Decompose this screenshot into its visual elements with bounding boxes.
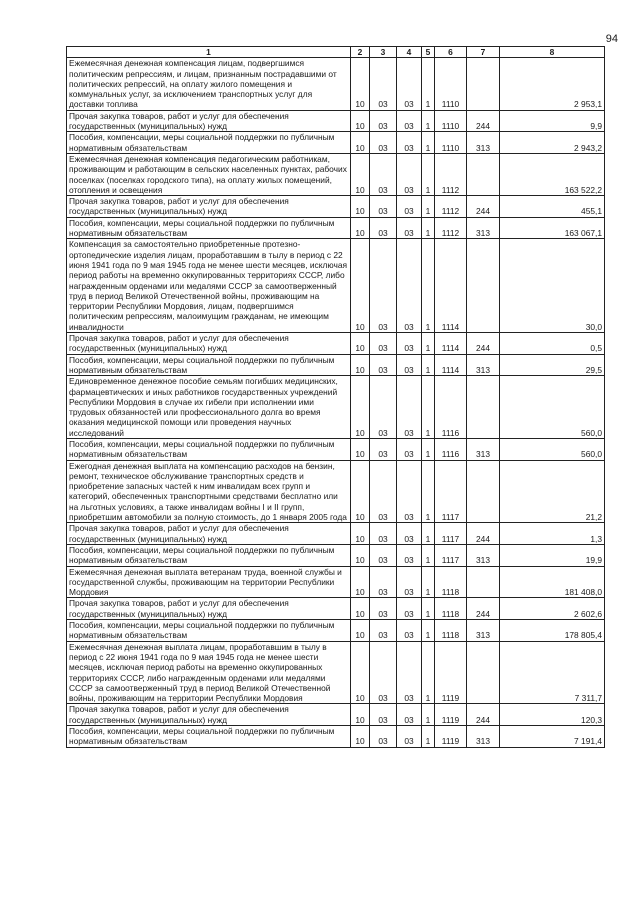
program-code: 03 bbox=[397, 132, 422, 154]
program-code: 03 bbox=[397, 354, 422, 376]
section-code: 10 bbox=[351, 566, 370, 598]
column-header: 7 bbox=[467, 47, 500, 58]
section-code: 10 bbox=[351, 641, 370, 704]
row-description: Единовременное денежное пособие семьям погибших медицинских, фармацевтических и иных работников государственных учреждений Республики Мордовия в случае их гибели при исполнении ими трудовых обязанностей или профессионального долга во время оказания медицинской помощи или проведения научных исследований bbox=[67, 376, 351, 439]
section-code: 10 bbox=[351, 544, 370, 566]
direction-code: 1112 bbox=[435, 153, 467, 195]
direction-code: 1114 bbox=[435, 354, 467, 376]
column-header: 8 bbox=[500, 47, 605, 58]
direction-code: 1118 bbox=[435, 566, 467, 598]
program-code: 03 bbox=[397, 58, 422, 110]
subsection-code: 03 bbox=[370, 376, 397, 439]
column-header: 1 bbox=[67, 47, 351, 58]
table-row bbox=[67, 726, 605, 748]
program-code: 03 bbox=[397, 620, 422, 642]
subprogram-code: 1 bbox=[422, 460, 435, 523]
expense-type-code: 244 bbox=[467, 110, 500, 132]
section-code: 10 bbox=[351, 523, 370, 545]
direction-code: 1116 bbox=[435, 438, 467, 460]
direction-code: 1110 bbox=[435, 110, 467, 132]
section-code: 10 bbox=[351, 598, 370, 620]
direction-code: 1117 bbox=[435, 523, 467, 545]
subprogram-code: 1 bbox=[422, 598, 435, 620]
program-code: 03 bbox=[397, 460, 422, 523]
amount: 560,0 bbox=[500, 438, 605, 460]
subsection-code: 03 bbox=[370, 620, 397, 642]
row-description: Пособия, компенсации, меры социальной поддержки по публичным нормативным обязательствам bbox=[67, 620, 351, 642]
table-row bbox=[67, 641, 605, 704]
amount: 560,0 bbox=[500, 376, 605, 439]
row-description: Пособия, компенсации, меры социальной поддержки по публичным нормативным обязательствам bbox=[67, 544, 351, 566]
row-description: Прочая закупка товаров, работ и услуг для обеспечения государственных (муниципальных) нужд bbox=[67, 523, 351, 545]
amount: 163 067,1 bbox=[500, 217, 605, 239]
subsection-code: 03 bbox=[370, 153, 397, 195]
subprogram-code: 1 bbox=[422, 704, 435, 726]
table-row bbox=[67, 566, 605, 598]
program-code: 03 bbox=[397, 110, 422, 132]
section-code: 10 bbox=[351, 620, 370, 642]
program-code: 03 bbox=[397, 544, 422, 566]
section-code: 10 bbox=[351, 376, 370, 439]
amount: 178 805,4 bbox=[500, 620, 605, 642]
expense-type-code: 313 bbox=[467, 438, 500, 460]
column-header: 6 bbox=[435, 47, 467, 58]
program-code: 03 bbox=[397, 376, 422, 439]
subprogram-code: 1 bbox=[422, 726, 435, 748]
direction-code: 1112 bbox=[435, 196, 467, 218]
expense-type-code: 244 bbox=[467, 196, 500, 218]
program-code: 03 bbox=[397, 153, 422, 195]
section-code: 10 bbox=[351, 333, 370, 355]
table-row bbox=[67, 196, 605, 218]
expense-type-code bbox=[467, 566, 500, 598]
direction-code: 1114 bbox=[435, 239, 467, 333]
program-code: 03 bbox=[397, 333, 422, 355]
direction-code: 1119 bbox=[435, 641, 467, 704]
expense-type-code: 313 bbox=[467, 354, 500, 376]
amount: 29,5 bbox=[500, 354, 605, 376]
subprogram-code: 1 bbox=[422, 333, 435, 355]
expense-type-code bbox=[467, 58, 500, 110]
subsection-code: 03 bbox=[370, 641, 397, 704]
subprogram-code: 1 bbox=[422, 217, 435, 239]
table-row bbox=[67, 620, 605, 642]
expense-type-code: 313 bbox=[467, 726, 500, 748]
subprogram-code: 1 bbox=[422, 620, 435, 642]
amount: 2 602,6 bbox=[500, 598, 605, 620]
subprogram-code: 1 bbox=[422, 354, 435, 376]
direction-code: 1114 bbox=[435, 333, 467, 355]
expense-type-code: 313 bbox=[467, 544, 500, 566]
section-code: 10 bbox=[351, 58, 370, 110]
subprogram-code: 1 bbox=[422, 544, 435, 566]
subprogram-code: 1 bbox=[422, 523, 435, 545]
program-code: 03 bbox=[397, 438, 422, 460]
section-code: 10 bbox=[351, 438, 370, 460]
table-row bbox=[67, 376, 605, 439]
table-row bbox=[67, 239, 605, 333]
subsection-code: 03 bbox=[370, 438, 397, 460]
subsection-code: 03 bbox=[370, 523, 397, 545]
expense-type-code: 313 bbox=[467, 217, 500, 239]
budget-table bbox=[66, 46, 605, 748]
row-description: Прочая закупка товаров, работ и услуг для обеспечения государственных (муниципальных) нужд bbox=[67, 110, 351, 132]
amount: 1,3 bbox=[500, 523, 605, 545]
section-code: 10 bbox=[351, 704, 370, 726]
subsection-code: 03 bbox=[370, 544, 397, 566]
program-code: 03 bbox=[397, 239, 422, 333]
table-row bbox=[67, 217, 605, 239]
expense-type-code bbox=[467, 460, 500, 523]
subsection-code: 03 bbox=[370, 598, 397, 620]
direction-code: 1117 bbox=[435, 544, 467, 566]
column-header: 5 bbox=[422, 47, 435, 58]
direction-code: 1119 bbox=[435, 704, 467, 726]
expense-type-code: 244 bbox=[467, 704, 500, 726]
amount: 9,9 bbox=[500, 110, 605, 132]
subsection-code: 03 bbox=[370, 354, 397, 376]
amount: 2 953,1 bbox=[500, 58, 605, 110]
subsection-code: 03 bbox=[370, 110, 397, 132]
subsection-code: 03 bbox=[370, 58, 397, 110]
table-row bbox=[67, 58, 605, 110]
table-row bbox=[67, 544, 605, 566]
row-description: Компенсация за самостоятельно приобретенные протезно-ортопедические изделия лицам, проработавшим в тылу в период с 22 июня 1941 года по 9 мая 1945 года не менее шести месяцев, исключая период работы на временно оккупированных территориях СССР, либо награжденным орденами или медалями СССР за самоотверженный труд в период Великой Отечественной войны, проживающим на территории Республики Мордовия, лицам, подвергшимся политическим репрессиям, малоимущим гражданам, не имеющим инвалидности bbox=[67, 239, 351, 333]
subprogram-code: 1 bbox=[422, 153, 435, 195]
table-row bbox=[67, 354, 605, 376]
subprogram-code: 1 bbox=[422, 239, 435, 333]
direction-code: 1112 bbox=[435, 217, 467, 239]
section-code: 10 bbox=[351, 726, 370, 748]
row-description: Пособия, компенсации, меры социальной поддержки по публичным нормативным обязательствам bbox=[67, 726, 351, 748]
expense-type-code: 244 bbox=[467, 523, 500, 545]
direction-code: 1110 bbox=[435, 132, 467, 154]
subsection-code: 03 bbox=[370, 566, 397, 598]
direction-code: 1118 bbox=[435, 620, 467, 642]
amount: 7 191,4 bbox=[500, 726, 605, 748]
direction-code: 1116 bbox=[435, 376, 467, 439]
table-row bbox=[67, 704, 605, 726]
program-code: 03 bbox=[397, 196, 422, 218]
subprogram-code: 1 bbox=[422, 196, 435, 218]
row-description: Прочая закупка товаров, работ и услуг для обеспечения государственных (муниципальных) нужд bbox=[67, 196, 351, 218]
section-code: 10 bbox=[351, 217, 370, 239]
amount: 2 943,2 bbox=[500, 132, 605, 154]
table-row bbox=[67, 110, 605, 132]
subprogram-code: 1 bbox=[422, 58, 435, 110]
section-code: 10 bbox=[351, 196, 370, 218]
amount: 30,0 bbox=[500, 239, 605, 333]
direction-code: 1110 bbox=[435, 58, 467, 110]
section-code: 10 bbox=[351, 460, 370, 523]
subprogram-code: 1 bbox=[422, 110, 435, 132]
program-code: 03 bbox=[397, 566, 422, 598]
expense-type-code: 244 bbox=[467, 333, 500, 355]
row-description: Прочая закупка товаров, работ и услуг для обеспечения государственных (муниципальных) нужд bbox=[67, 704, 351, 726]
subsection-code: 03 bbox=[370, 239, 397, 333]
row-description: Пособия, компенсации, меры социальной поддержки по публичным нормативным обязательствам bbox=[67, 217, 351, 239]
program-code: 03 bbox=[397, 523, 422, 545]
row-description: Ежемесячная денежная выплата лицам, проработавшим в тылу в период с 22 июня 1941 года по 9 мая 1945 года не менее шести месяцев, исключая период работы на временно оккупированных территориях СССР, либо награжденным орденами или медалями СССР за самоотверженный труд в период Великой Отечественной войны, проживающим на территории Республики Мордовия bbox=[67, 641, 351, 704]
subsection-code: 03 bbox=[370, 333, 397, 355]
program-code: 03 bbox=[397, 217, 422, 239]
expense-type-code: 313 bbox=[467, 132, 500, 154]
column-header: 2 bbox=[351, 47, 370, 58]
row-description: Пособия, компенсации, меры социальной поддержки по публичным нормативным обязательствам bbox=[67, 354, 351, 376]
section-code: 10 bbox=[351, 239, 370, 333]
page-number: 94 bbox=[605, 33, 618, 45]
row-description: Ежегодная денежная выплата на компенсацию расходов на бензин, ремонт, техническое обслуживание транспортных средств и приобретение запасных частей к ним инвалидам всех групп и категорий, обеспеченных транспортными средствами бесплатно или на льготных условиях, а также инвалидам войны I и II групп, приобретшим автомобили за полную стоимость, до 1 января 2005 года bbox=[67, 460, 351, 523]
table-row bbox=[67, 460, 605, 523]
direction-code: 1119 bbox=[435, 726, 467, 748]
program-code: 03 bbox=[397, 704, 422, 726]
table-row bbox=[67, 438, 605, 460]
program-code: 03 bbox=[397, 598, 422, 620]
table-row bbox=[67, 132, 605, 154]
section-code: 10 bbox=[351, 354, 370, 376]
table-row bbox=[67, 153, 605, 195]
table-row bbox=[67, 333, 605, 355]
subsection-code: 03 bbox=[370, 196, 397, 218]
row-description: Ежемесячная денежная компенсация педагогическим работникам, проживающим и работающим в сельских населенных пунктах, рабочих поселках (поселках городского типа), на оплату жилых помещений, отопления и освещения bbox=[67, 153, 351, 195]
subsection-code: 03 bbox=[370, 132, 397, 154]
row-description: Ежемесячная денежная выплата ветеранам труда, военной службы и государственной службы, проживающим на территории Республики Мордовия bbox=[67, 566, 351, 598]
expense-type-code: 244 bbox=[467, 598, 500, 620]
subprogram-code: 1 bbox=[422, 438, 435, 460]
subprogram-code: 1 bbox=[422, 376, 435, 439]
expense-type-code bbox=[467, 153, 500, 195]
expense-type-code: 313 bbox=[467, 620, 500, 642]
expense-type-code bbox=[467, 376, 500, 439]
amount: 0,5 bbox=[500, 333, 605, 355]
direction-code: 1117 bbox=[435, 460, 467, 523]
section-code: 10 bbox=[351, 153, 370, 195]
amount: 455,1 bbox=[500, 196, 605, 218]
section-code: 10 bbox=[351, 110, 370, 132]
program-code: 03 bbox=[397, 641, 422, 704]
section-code: 10 bbox=[351, 132, 370, 154]
subsection-code: 03 bbox=[370, 726, 397, 748]
direction-code: 1118 bbox=[435, 598, 467, 620]
row-description: Прочая закупка товаров, работ и услуг для обеспечения государственных (муниципальных) нужд bbox=[67, 333, 351, 355]
subsection-code: 03 bbox=[370, 704, 397, 726]
table-row bbox=[67, 523, 605, 545]
amount: 21,2 bbox=[500, 460, 605, 523]
subprogram-code: 1 bbox=[422, 566, 435, 598]
column-header: 3 bbox=[370, 47, 397, 58]
amount: 120,3 bbox=[500, 704, 605, 726]
program-code: 03 bbox=[397, 726, 422, 748]
amount: 163 522,2 bbox=[500, 153, 605, 195]
subsection-code: 03 bbox=[370, 460, 397, 523]
amount: 181 408,0 bbox=[500, 566, 605, 598]
row-description: Пособия, компенсации, меры социальной поддержки по публичным нормативным обязательствам bbox=[67, 438, 351, 460]
subprogram-code: 1 bbox=[422, 641, 435, 704]
amount: 19,9 bbox=[500, 544, 605, 566]
expense-type-code bbox=[467, 641, 500, 704]
expense-type-code bbox=[467, 239, 500, 333]
amount: 7 311,7 bbox=[500, 641, 605, 704]
subprogram-code: 1 bbox=[422, 132, 435, 154]
table-body bbox=[67, 58, 605, 747]
row-description: Прочая закупка товаров, работ и услуг для обеспечения государственных (муниципальных) нужд bbox=[67, 598, 351, 620]
row-description: Ежемесячная денежная компенсация лицам, подвергшимся политическим репрессиям, и лицам, признанным пострадавшими от политических репрессий, на оплату жилого помещения и коммунальных услуг, за исключением транспортных услуг для доставки топлива bbox=[67, 58, 351, 110]
column-header: 4 bbox=[397, 47, 422, 58]
table-header-row bbox=[67, 47, 605, 58]
row-description: Пособия, компенсации, меры социальной поддержки по публичным нормативным обязательствам bbox=[67, 132, 351, 154]
subsection-code: 03 bbox=[370, 217, 397, 239]
table-row bbox=[67, 598, 605, 620]
